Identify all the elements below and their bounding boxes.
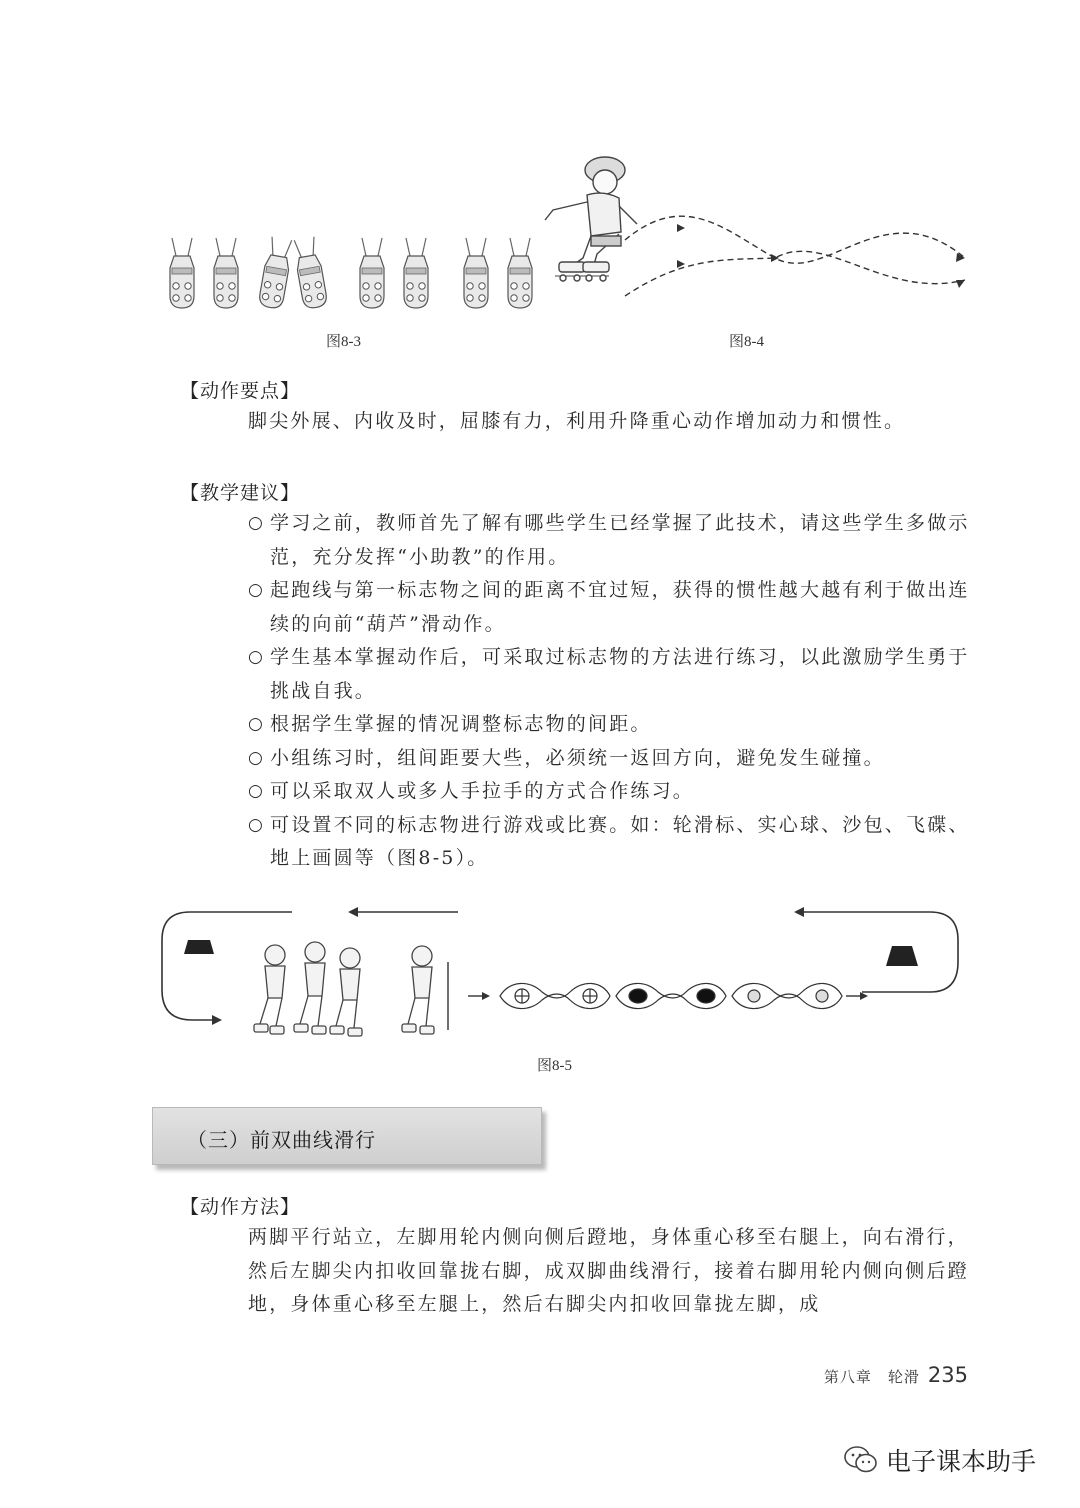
list-item: ○ 起跑线与第一标志物之间的距离不宜过短，获得的惯性越大越有利于做出连续的向前“葫芦”滑动作。 xyxy=(248,574,970,641)
key-points-text: 脚尖外展、内收及时，屈膝有力，利用升降重心动作增加动力和惯性。 xyxy=(248,410,906,432)
page-footer xyxy=(824,1363,968,1387)
marker-cone-left xyxy=(184,940,214,954)
list-item: ○ 小组练习时，组间距要大些，必须统一返回方向，避免发生碰撞。 xyxy=(248,742,970,776)
method-text: 两脚平行站立，左脚用轮内侧向侧后蹬地，身体重心移至右腿上，向右滑行，然后左脚尖内扣收回靠拢右脚，成双脚曲线滑行，接着右脚用轮内侧向侧后蹬地，身体重心移至左腿上，然后右脚尖内扣收回靠拢左脚，成 xyxy=(248,1226,969,1315)
marker-cone-right xyxy=(886,946,918,966)
section-title-bar xyxy=(152,1107,542,1165)
list-item: ○ 学生基本掌握动作后，可采取过标志物的方法进行练习，以此激励学生勇于挑战自我。 xyxy=(248,641,970,708)
wechat-icon xyxy=(844,1445,878,1475)
skate-pair-2 xyxy=(258,236,328,309)
list-item: ○ 根据学生掌握的情况调整标志物的间距。 xyxy=(248,708,970,742)
list-item: ○ 可以采取双人或多人手拉手的方式合作练习。 xyxy=(248,775,970,809)
skater-figure xyxy=(545,157,637,281)
obstacle-pair-1 xyxy=(500,983,610,1008)
section-heading-key-points: 【动作要点】 xyxy=(180,380,301,402)
curve-path-top xyxy=(625,216,965,263)
section-heading-teaching-suggestions: 【教学建议】 xyxy=(180,482,301,504)
section-title: （三）前双曲线滑行 xyxy=(187,1128,376,1152)
figure-8-4-caption: 图8-4 xyxy=(729,334,764,350)
wechat-account-name: 电子课本助手 xyxy=(886,1447,1037,1476)
teaching-suggestions-list xyxy=(248,507,970,876)
page-number: 235 xyxy=(927,1363,968,1387)
list-item: ○ 学习之前，教师首先了解有哪些学生已经掌握了此技术，请这些学生多做示范，充分发挥“小助教”的作用。 xyxy=(248,507,970,574)
figure-8-5-illustration xyxy=(150,900,970,1050)
figure-8-3-caption: 图8-3 xyxy=(326,334,361,350)
chapter-label: 第八章 轮滑 xyxy=(823,1368,920,1386)
return-path-right xyxy=(800,912,958,992)
skate-pair-1 xyxy=(170,238,238,308)
wechat-watermark xyxy=(844,1442,1036,1478)
figure-8-5-caption: 图8-5 xyxy=(537,1058,572,1074)
obstacle-pair-2 xyxy=(616,983,726,1008)
skate-pair-4 xyxy=(464,238,532,308)
skate-pair-3 xyxy=(360,238,428,308)
skaters-group xyxy=(254,942,434,1036)
figure-8-4-illustration xyxy=(525,150,980,310)
section-heading-method: 【动作方法】 xyxy=(180,1196,301,1218)
curve-path-bottom xyxy=(625,251,965,296)
obstacle-pair-3 xyxy=(732,983,842,1008)
list-item: ○ 可设置不同的标志物进行游戏或比赛。如：轮滑标、实心球、沙包、飞碟、地上画圆等（图8-5）。 xyxy=(248,809,970,876)
figure-8-3-illustration xyxy=(160,232,550,312)
